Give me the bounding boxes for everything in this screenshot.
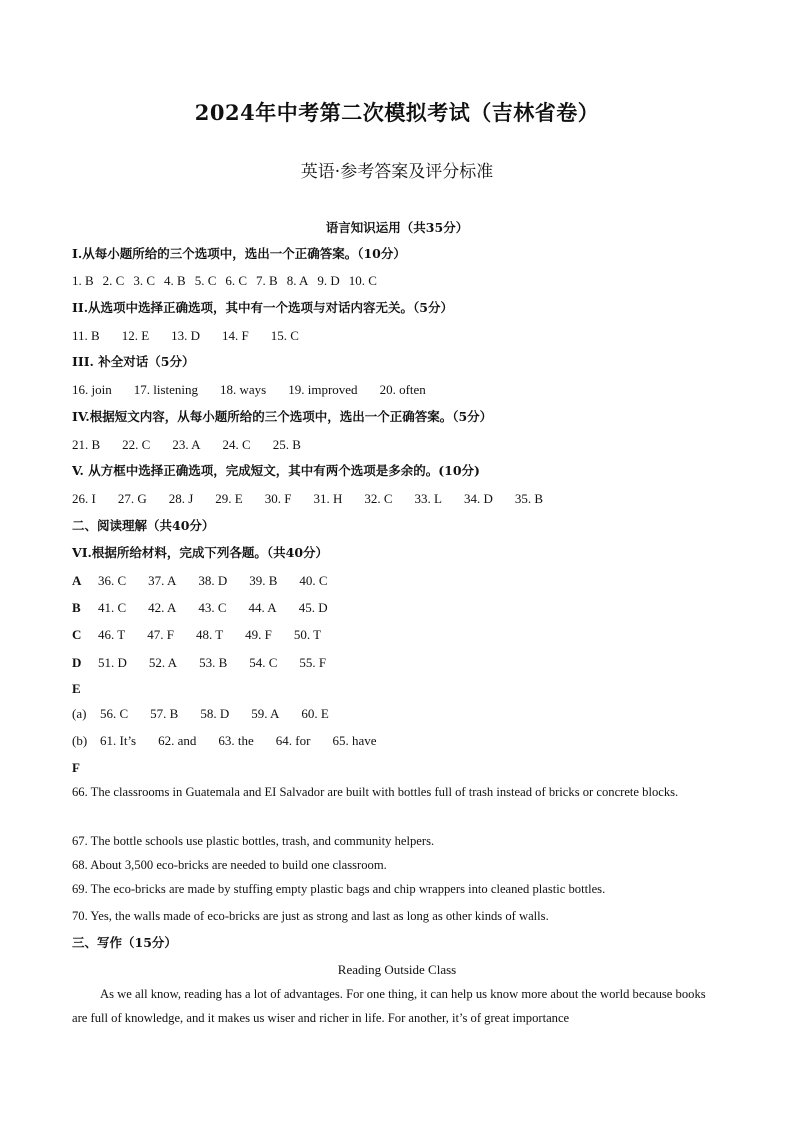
- answer-7: 7. B: [256, 273, 278, 288]
- answer-35: 35. B: [514, 491, 544, 506]
- answer-65: 65. have: [332, 733, 377, 748]
- answer-3: 3. C: [133, 273, 156, 288]
- answer-53: 53. B: [199, 655, 228, 670]
- passage-c-label: C: [72, 627, 82, 642]
- answer-67: 67. The bottle schools use plastic bottles, trash, and community helpers.: [72, 834, 435, 848]
- passage-e-label: E: [72, 681, 81, 696]
- answer-33: 33. L: [414, 491, 442, 506]
- answer-47: 47. F: [147, 627, 174, 642]
- passage-b-answers: [72, 599, 328, 617]
- answer-61: 61. It’s: [100, 733, 137, 748]
- answer-12: 12. E: [121, 328, 150, 343]
- answer-55: 55. F: [299, 655, 327, 670]
- answer-13: 13. D: [171, 328, 201, 343]
- passage-e-a-label: (a): [72, 706, 87, 721]
- section2-answers: [72, 327, 299, 345]
- answer-57: 57. B: [150, 706, 179, 721]
- passage-e-b-answers: [72, 732, 377, 750]
- passage-d-label: D: [72, 655, 82, 670]
- answer-1: 1. B: [72, 273, 94, 288]
- answer-6: 6. C: [225, 273, 248, 288]
- passage-c-answers: [72, 626, 321, 644]
- answer-8: 8. A: [286, 273, 309, 288]
- section1-answers: [72, 272, 377, 290]
- essay-title: Reading Outside Class: [337, 962, 457, 977]
- answer-10: 10. C: [348, 273, 377, 288]
- answer-4: 4. B: [164, 273, 186, 288]
- answer-68: 68. About 3,500 eco-bricks are needed to build one classroom.: [72, 858, 387, 872]
- answer-66: 66. The classrooms in Guatemala and EI Salvador are built with bottles full of trash instead of bricks or concrete blocks.: [72, 785, 679, 799]
- passage-e-b-label: (b): [72, 733, 88, 748]
- section2-heading: II.从选项中选择正确选项，其中有一个选项与对话内容无关。（5分）: [72, 300, 453, 315]
- answer-26: 26. I: [72, 491, 96, 506]
- answer-43: 43. C: [198, 600, 227, 615]
- passage-d-answers: [72, 654, 326, 672]
- answer-52: 52. A: [148, 655, 178, 670]
- answer-17: 17. listening: [133, 382, 199, 397]
- answer-27: 27. G: [117, 491, 147, 506]
- answer-37: 37. A: [148, 573, 177, 588]
- answer-69: 69. The eco-bricks are made by stuffing empty plastic bags and chip wrappers into cleaned plastic bottles.: [72, 882, 606, 896]
- answer-59: 59. A: [251, 706, 280, 721]
- answer-34: 34. D: [464, 491, 493, 506]
- answer-45: 45. D: [298, 600, 328, 615]
- section5-heading: V. 从方框中选择正确选项，完成短文，其中有两个选项是多余的。(10分): [72, 463, 480, 478]
- essay-text: As we all know, reading has a lot of advantages. For one thing, it can help us know more about the world because books are full of knowledge, and it makes us wiser and richer in life. For another, it’s of great importance: [72, 987, 706, 1025]
- answer-46: 46. T: [98, 627, 126, 642]
- answer-31: 31. H: [313, 491, 343, 506]
- passage-a-answers: [72, 572, 328, 590]
- answer-25: 25. B: [272, 437, 301, 452]
- answer-11: 11. B: [72, 328, 100, 343]
- section5-answers: [72, 490, 543, 508]
- answer-58: 58. D: [200, 706, 230, 721]
- answer-14: 14. F: [222, 328, 249, 343]
- answer-41: 41. C: [98, 600, 127, 615]
- answer-56: 56. C: [100, 706, 129, 721]
- answer-29: 29. E: [215, 491, 243, 506]
- answer-28: 28. J: [168, 491, 194, 506]
- answer-32: 32. C: [364, 491, 393, 506]
- answer-40: 40. C: [299, 573, 328, 588]
- passage-a-label: A: [72, 573, 82, 588]
- answer-42: 42. A: [148, 600, 177, 615]
- answer-48: 48. T: [195, 627, 224, 642]
- answer-23: 23. A: [172, 437, 201, 452]
- section1-heading: I.从每小题所给的三个选项中，选出一个正确答案。（10分）: [72, 246, 406, 261]
- section4-answers: [72, 436, 301, 454]
- page-subtitle: 英语·参考答案及评分标准: [300, 162, 494, 182]
- answer-38: 38. D: [198, 573, 228, 588]
- answer-20: 20. often: [379, 382, 426, 397]
- answer-19: 19. improved: [288, 382, 358, 397]
- answer-22: 22. C: [122, 437, 151, 452]
- answer-64: 64. for: [275, 733, 311, 748]
- answer-21: 21. B: [72, 437, 101, 452]
- passage-e-a-answers: [72, 705, 329, 723]
- answer-24: 24. C: [222, 437, 251, 452]
- answer-36: 36. C: [98, 573, 127, 588]
- answer-5: 5. C: [194, 273, 217, 288]
- answer-44: 44. A: [248, 600, 277, 615]
- answer-62: 62. and: [158, 733, 197, 748]
- section6-heading: VI.根据所给材料，完成下列各题。（共40分）: [72, 545, 329, 560]
- page-title: 2024年中考第二次模拟考试（吉林省卷）: [194, 100, 600, 125]
- passage-b-label: B: [72, 600, 81, 615]
- answer-15: 15. C: [270, 328, 299, 343]
- part2-heading: 二、阅读理解（共40分）: [72, 518, 215, 533]
- section4-heading: IV.根据短文内容，从每小题所给的三个选项中，选出一个正确答案。（5分）: [72, 409, 493, 424]
- answer-70: 70. Yes, the walls made of eco-bricks are just as strong and last as long as other kinds of walls.: [72, 909, 549, 923]
- part3-heading: 三、写作（15分）: [72, 935, 177, 950]
- answer-50: 50. T: [293, 627, 322, 642]
- answer-51: 51. D: [98, 655, 127, 670]
- answer-16: 16. join: [72, 382, 112, 397]
- section3-heading: III. 补全对话（5分）: [72, 354, 195, 369]
- answer-63: 63. the: [218, 733, 254, 748]
- answer-60: 60. E: [301, 706, 329, 721]
- answer-30: 30. F: [264, 491, 292, 506]
- answer-2: 2. C: [102, 273, 125, 288]
- passage-f-label: F: [72, 760, 80, 775]
- section3-answers: [72, 381, 426, 399]
- answer-39: 39. B: [249, 573, 278, 588]
- answer-18: 18. ways: [220, 382, 267, 397]
- part1-heading: 语言知识运用（共35分）: [325, 220, 469, 235]
- answer-54: 54. C: [249, 655, 278, 670]
- answer-9: 9. D: [317, 273, 340, 288]
- answer-49: 49. F: [245, 627, 272, 642]
